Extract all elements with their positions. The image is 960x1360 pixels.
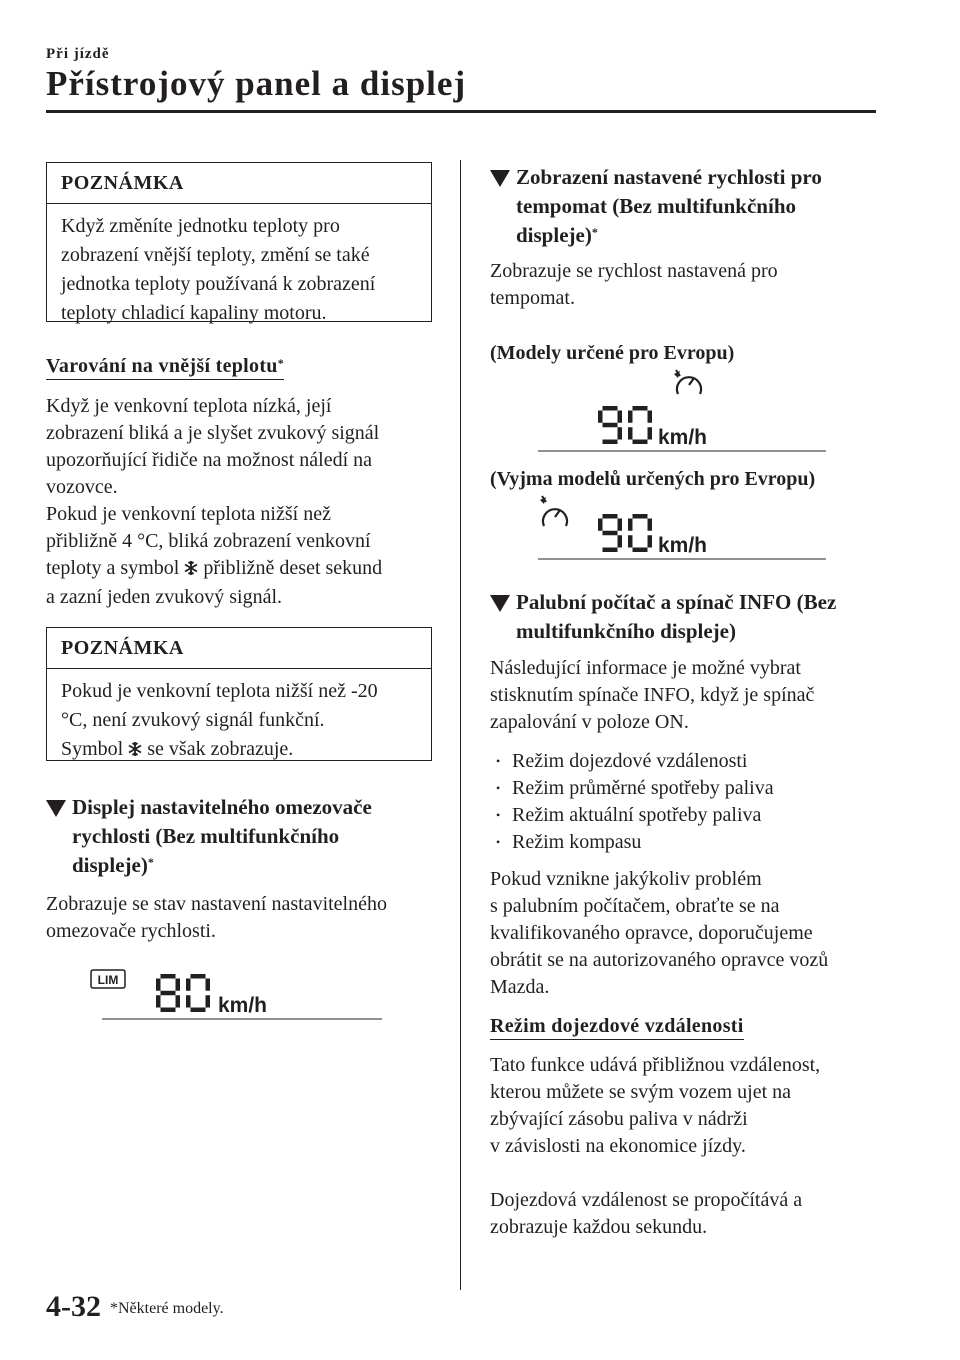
trip-problem-text (490, 866, 828, 1001)
digit-segment (598, 519, 603, 531)
trip-mode-list (490, 748, 774, 856)
note-heading: POZNÁMKA (47, 163, 431, 204)
heading-line: displeje)* (72, 853, 154, 877)
paragraph-line: Mazda. (490, 976, 550, 998)
paragraph-line: Zobrazuje se rychlost nastavená pro (490, 260, 778, 282)
range-subhead: Režim dojezdové vzdálenosti (490, 1015, 744, 1040)
digit-segment (156, 979, 161, 991)
heading-line: Palubní počítač a spínač INFO (Bez (516, 590, 837, 614)
digit-segment (648, 519, 653, 531)
note-body (47, 669, 431, 766)
paragraph-line: kterou můžete se svým vozem ujet na (490, 1081, 792, 1103)
title-rule (46, 110, 876, 113)
paragraph-line: Tato funkce udává přibližnou vzdálenost, (490, 1054, 821, 1076)
digit-segment (603, 531, 618, 536)
digit-segment (628, 535, 633, 547)
page-number: 4-32 (46, 1290, 101, 1323)
note-line: teploty chladicí kapaliny motoru. (61, 302, 327, 324)
list-item: • Režim aktuální spotřeby paliva (490, 802, 774, 829)
limiter-speed-digits (156, 974, 210, 1012)
heading-line: rychlosti (Bez multifunkčního (72, 824, 340, 848)
paragraph-line: obrátit se na autorizovaného opravce vozů (490, 949, 829, 971)
heading-line: multifunkčního displeje) (516, 619, 736, 643)
range-text-2 (490, 1187, 802, 1241)
warning-text (46, 393, 382, 611)
digit-segment (603, 440, 618, 445)
section-kicker: Při jízdě (46, 46, 110, 62)
limiter-badge-label: LIM (97, 973, 119, 987)
snowflake-icon (128, 737, 142, 766)
paragraph-line: tempomat. (490, 287, 575, 309)
digit-segment (161, 1008, 176, 1013)
digit-segment (191, 1008, 206, 1013)
note-line: Symbol se však zobrazuje. (61, 735, 417, 766)
paragraph-line: Zobrazuje se stav nastavení nastavitelného (46, 893, 387, 915)
cruise-control-icon (674, 370, 701, 394)
paragraph-line: Pokud je venkovní teplota nižší než (46, 503, 331, 525)
limiter-unit: km/h (218, 994, 268, 1017)
paragraph-line: přibližně 4 °C, bliká zobrazení venkovní (46, 530, 371, 552)
heading-line: tempomat (Bez multifunkčního (516, 194, 796, 218)
note-line: zobrazení vnější teploty, změní se také (61, 244, 370, 266)
list-item: • Režim dojezdové vzdálenosti (490, 748, 774, 775)
digit-segment (156, 995, 161, 1007)
paragraph-line: Následující informace je možné vybrat (490, 657, 801, 679)
note-box-unit (46, 162, 432, 322)
cruise-text (490, 258, 778, 312)
paragraph-line: s palubním počítačem, obraťte se na (490, 895, 780, 917)
digit-segment (191, 974, 206, 979)
paragraph-line: Dojezdová vzdálenost se propočítává a (490, 1189, 803, 1211)
paragraph-line: teploty a symbol přibližně deset sekund (46, 555, 382, 584)
heading-line: Zobrazení nastavené rychlosti pro (516, 165, 822, 189)
note-line: °C, není zvukový signál funkční. (61, 709, 325, 731)
heading-line: Displej nastavitelného omezovače (72, 795, 372, 819)
note-line: Pokud je venkovní teplota nižší než -20 (61, 680, 378, 702)
paragraph-line: kvalifikovaného opravce, doporučujeme (490, 922, 813, 944)
paragraph-line: a zazní jeden zvukový signál. (46, 586, 283, 608)
list-item: • Režim kompasu (490, 829, 774, 856)
cruise-heading (490, 163, 822, 250)
digit-segment (633, 514, 648, 519)
digit-segment (206, 995, 211, 1007)
paragraph-line: Pokud vznikne jakýkoliv problém (490, 868, 762, 890)
section-triangle-icon (46, 800, 66, 817)
section-triangle-icon (490, 170, 510, 187)
cruise-control-icon (540, 496, 567, 526)
paragraph-line: zapalování v poloze ON. (490, 711, 689, 733)
cruise-unit: km/h (658, 534, 708, 557)
cruise-display-non-europe (538, 490, 828, 562)
warning-subhead: Varování na vnější teplotu* (46, 355, 284, 380)
digit-segment (618, 519, 623, 531)
range-subhead-wrap (490, 1014, 744, 1038)
cruise-speed-digits (598, 406, 652, 444)
page-title: Přístrojový panel a displej (46, 64, 467, 103)
digit-segment (648, 411, 653, 423)
digit-segment (628, 519, 633, 531)
paragraph-line: zbývající zásobu paliva v nádrži (490, 1108, 748, 1130)
paragraph-line: v závislosti na ekonomice jízdy. (490, 1135, 746, 1157)
digit-segment (186, 995, 191, 1007)
digit-segment (186, 979, 191, 991)
digit-segment (628, 411, 633, 423)
warning-subhead-wrap (46, 354, 284, 378)
digit-segment (603, 406, 618, 411)
cruise-display-europe (538, 366, 828, 456)
range-text (490, 1052, 820, 1160)
digit-segment (628, 427, 633, 439)
snowflake-icon (184, 557, 198, 584)
digit-segment (161, 991, 176, 996)
paragraph-line: stisknutím spínače INFO, když je spínač (490, 684, 815, 706)
digit-segment (603, 548, 618, 553)
digit-segment (618, 535, 623, 547)
speed-limiter-icon (91, 970, 125, 988)
note-box-low-temp (46, 627, 432, 761)
paragraph-line: zobrazení bliká a je slyšet zvukový signál (46, 422, 380, 444)
digit-segment (161, 974, 176, 979)
trip-text (490, 655, 814, 736)
digit-segment (618, 411, 623, 423)
digit-segment (648, 427, 653, 439)
paragraph-line: zobrazuje každou sekundu. (490, 1216, 708, 1238)
digit-segment (603, 514, 618, 519)
footnote: *Některé modely. (110, 1300, 224, 1317)
cruise-unit: km/h (658, 426, 708, 449)
heading-line: displeje)* (516, 223, 598, 247)
digit-segment (603, 423, 618, 428)
digit-segment (633, 406, 648, 411)
digit-segment (598, 411, 603, 423)
cruise-speed-digits (598, 514, 652, 552)
note-heading: POZNÁMKA (47, 628, 431, 669)
digit-segment (176, 979, 181, 991)
digit-segment (633, 548, 648, 553)
limiter-display (88, 966, 388, 1022)
digit-segment (206, 979, 211, 991)
paragraph-line: upozorňující řidiče na možnost náledí na (46, 449, 373, 471)
europe-label: (Modely určené pro Evropu) (490, 342, 735, 364)
limiter-heading (46, 793, 372, 880)
note-line: jednotka teploty používaná k zobrazení (61, 273, 376, 295)
list-item: • Režim průměrné spotřeby paliva (490, 775, 774, 802)
non-europe-label: (Vyjma modelů určených pro Evropu) (490, 468, 816, 490)
limiter-text (46, 891, 387, 945)
section-triangle-icon (490, 595, 510, 612)
paragraph-line: omezovače rychlosti. (46, 920, 216, 942)
digit-segment (648, 535, 653, 547)
paragraph-line: vozovce. (46, 476, 118, 498)
digit-segment (618, 427, 623, 439)
column-divider (460, 160, 461, 1290)
digit-segment (633, 440, 648, 445)
note-body (47, 204, 431, 328)
paragraph-line: Když je venkovní teplota nízká, její (46, 395, 332, 417)
note-line: Když změníte jednotku teploty pro (61, 215, 340, 237)
trip-heading (490, 588, 836, 646)
digit-segment (176, 995, 181, 1007)
